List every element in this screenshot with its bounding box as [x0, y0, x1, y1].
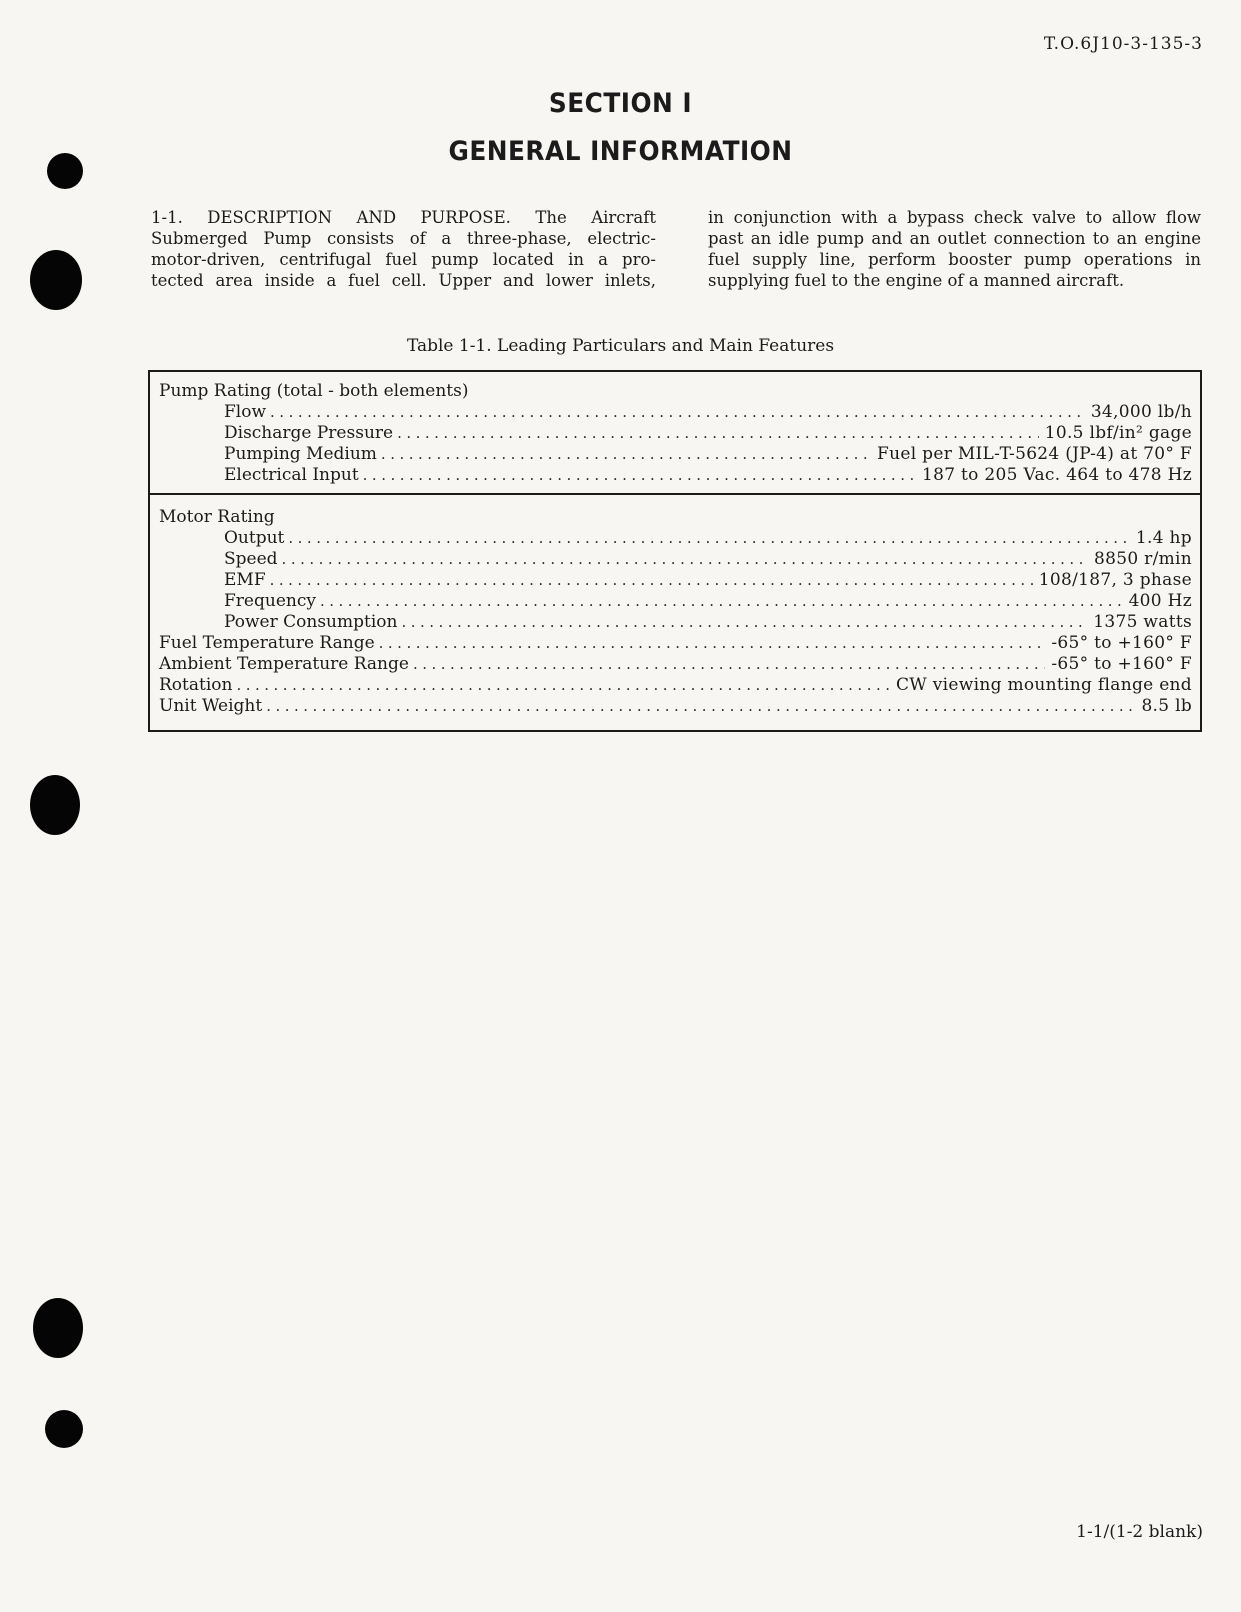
row-value: 8.5 lb [1141, 696, 1192, 716]
row-label: Pumping Medium [224, 444, 377, 464]
paragraph-line: fuel supply line, perform booster pump operations in [708, 250, 1201, 269]
table-row [224, 423, 1192, 444]
row-value: 1.4 hp [1135, 528, 1192, 548]
binder-hole-5 [45, 1410, 83, 1448]
row-label: Power Consumption [224, 612, 398, 632]
particulars-table [148, 370, 1202, 732]
leader-dots [413, 654, 1045, 675]
row-label: Rotation [159, 675, 233, 695]
leader-dots [288, 528, 1130, 549]
row-label: EMF [224, 570, 266, 590]
row-label: Flow [224, 402, 267, 422]
row-value: CW viewing mounting flange end [895, 675, 1192, 695]
table-row [224, 402, 1192, 423]
leader-dots [282, 549, 1088, 570]
row-label: Speed [224, 549, 278, 569]
paragraph-line: Submerged Pump consists of a three-phase, electric- [151, 229, 656, 248]
leader-dots [320, 591, 1123, 612]
table-row [224, 465, 1192, 486]
leader-dots [270, 570, 1033, 591]
row-value: 400 Hz [1128, 591, 1192, 611]
row-value: 34,000 lb/h [1090, 402, 1192, 422]
pump-rating-heading: Pump Rating (total - both elements) [159, 381, 469, 401]
paragraph-line: supplying fuel to the engine of a manned aircraft. [708, 271, 1125, 290]
leader-dots [363, 465, 916, 486]
section-title: GENERAL INFORMATION [448, 136, 793, 167]
doc-number: T.O.6J10-3-135-3 [1043, 34, 1203, 54]
table-divider [150, 493, 1200, 495]
binder-hole-2 [30, 250, 82, 310]
paragraph-right-column [708, 207, 1201, 291]
table-row [224, 570, 1192, 591]
paragraph-line: past an idle pump and an outlet connection to an engine [708, 229, 1201, 248]
row-value: -65° to +160° F [1051, 633, 1192, 653]
row-value: Fuel per MIL-T-5624 (JP-4) at 70° F [877, 444, 1192, 464]
leader-dots [401, 612, 1087, 633]
row-label: Electrical Input [224, 465, 359, 485]
section-number: SECTION I [548, 88, 693, 119]
row-label: Discharge Pressure [224, 423, 394, 443]
table-row [224, 612, 1192, 633]
row-value: 1375 watts [1093, 612, 1192, 632]
paragraph-line: motor-driven, centrifugal fuel pump located in a pro- [151, 250, 656, 269]
table-row [159, 654, 1192, 675]
table-row [224, 549, 1192, 570]
table-row [159, 675, 1192, 696]
row-label: Unit Weight [159, 696, 263, 716]
table-caption: Table 1-1. Leading Particulars and Main Features [406, 336, 835, 356]
motor-rating-heading: Motor Rating [159, 507, 275, 527]
row-value: -65° to +160° F [1051, 654, 1192, 674]
paragraph-line: 1-1. DESCRIPTION AND PURPOSE. The Aircraft [151, 208, 656, 227]
paragraph-left-column [151, 207, 656, 291]
leader-dots [397, 423, 1039, 444]
leader-dots [379, 633, 1046, 654]
table-row [224, 591, 1192, 612]
table-row [224, 528, 1192, 549]
page-number: 1-1/(1-2 blank) [1076, 1522, 1203, 1542]
row-label: Ambient Temperature Range [159, 654, 409, 674]
leader-dots [270, 402, 1085, 423]
leader-dots [236, 675, 890, 696]
binder-hole-4 [33, 1298, 83, 1358]
row-label: Frequency [224, 591, 316, 611]
row-value: 8850 r/min [1093, 549, 1192, 569]
binder-hole-3 [30, 775, 80, 835]
paragraph-line: in conjunction with a bypass check valve to allow flow [708, 208, 1201, 227]
paragraph-line: tected area inside a fuel cell. Upper and lower inlets, [151, 271, 656, 290]
row-value: 108/187, 3 phase [1038, 570, 1192, 590]
table-row [159, 696, 1192, 717]
leader-dots [266, 696, 1135, 717]
row-value: 10.5 lbf/in² gage [1044, 423, 1192, 443]
leader-dots [381, 444, 871, 465]
table-row [159, 633, 1192, 654]
row-value: 187 to 205 Vac. 464 to 478 Hz [921, 465, 1192, 485]
table-row [224, 444, 1192, 465]
row-label: Output [224, 528, 285, 548]
row-label: Fuel Temperature Range [159, 633, 375, 653]
